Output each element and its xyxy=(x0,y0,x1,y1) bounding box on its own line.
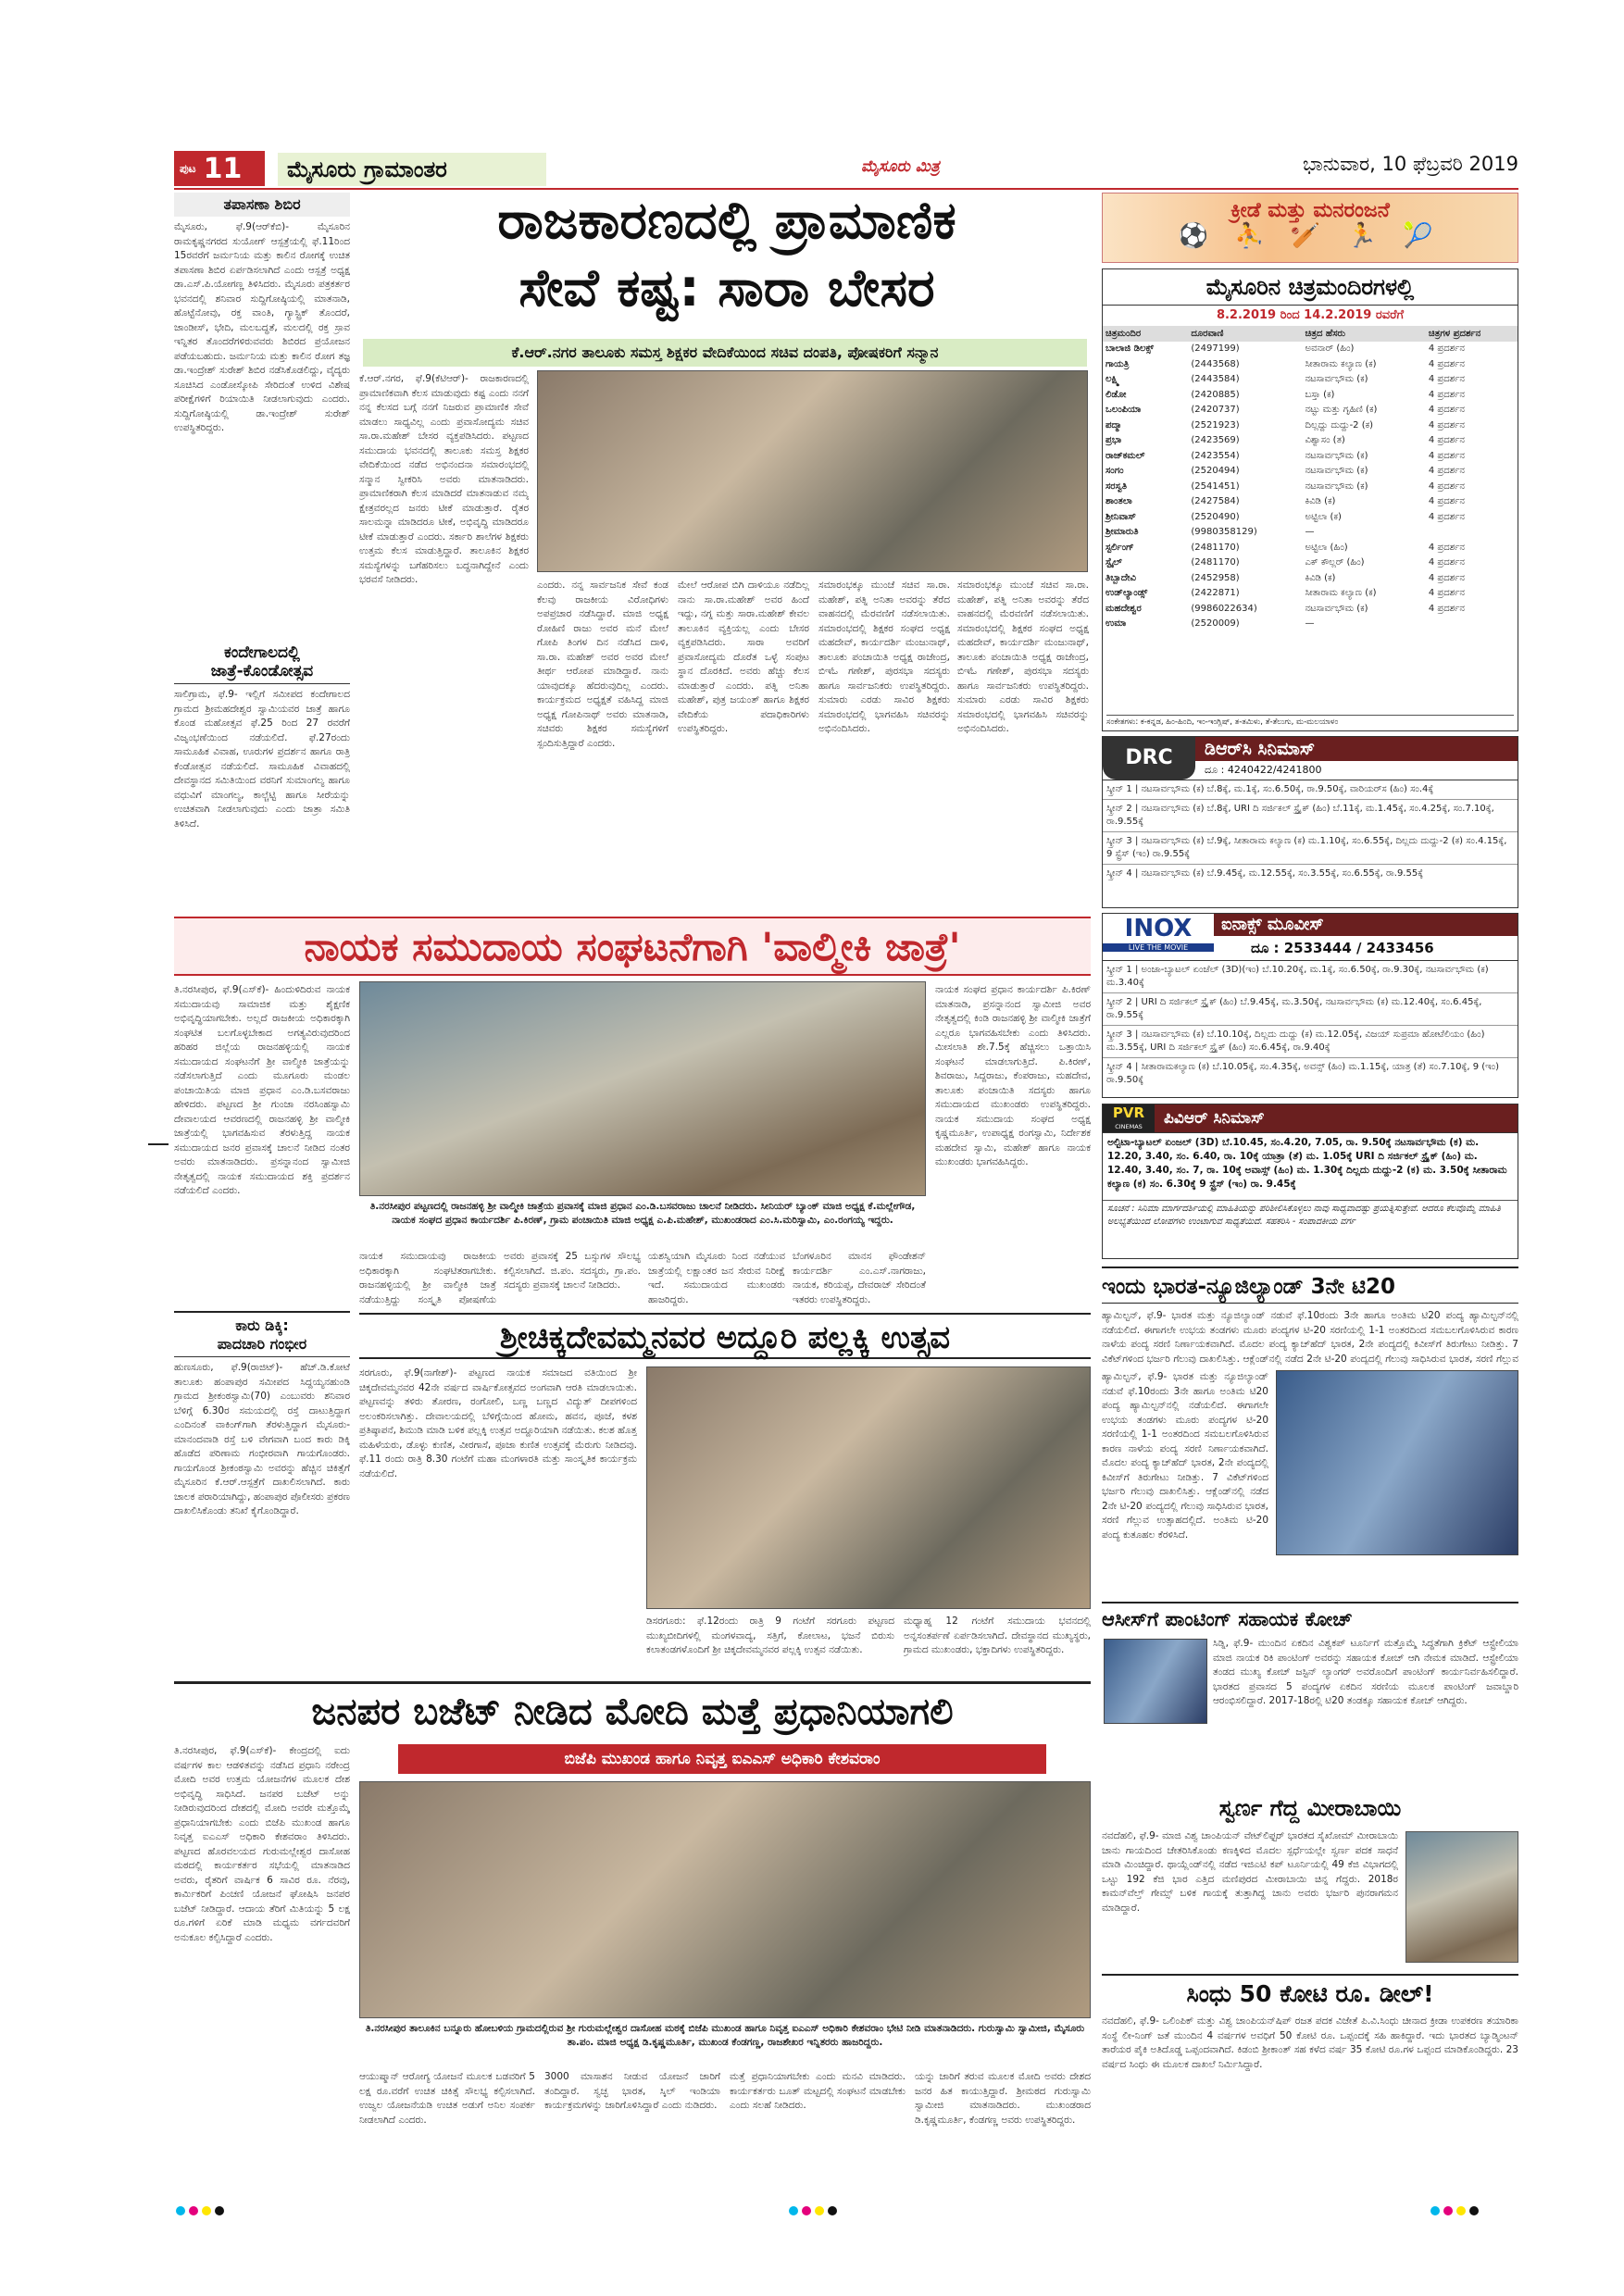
brief-headline: ತಪಾಸಣಾ ಶಿಬಿರ xyxy=(174,193,350,217)
cinema-cell: 4 ಪ್ರದರ್ಶನ xyxy=(1428,572,1465,583)
cinema-cell: (2422871) xyxy=(1191,588,1240,599)
cinema-cell: 4 ಪ್ರದರ್ಶನ xyxy=(1428,358,1465,369)
cinema-cell: 4 ಪ್ರದರ್ಶನ xyxy=(1428,405,1465,416)
t20-body: ಹ್ಯಾಮಿಲ್ಟನ್, ಫೆ.9- ಭಾರತ ಮತ್ತು ನ್ಯೂಜಿಲ್ಯಾಂಡ್ ನಡುವೆ ಫೆ.10ರಂದು 3ನೇ ಹಾಗೂ ಅಂತಿಮ ಟಿ20 ಪಂದ್ಯ ಹ್ಯಾಮಿಲ್ಟನ್‌ನಲ್ಲಿ ನಡೆಯಲಿದೆ. ಈಗಾಗಲೇ ಉಭಯ ತಂಡಗಳು ಮೂರು ಪಂದ್ಯಗಳ ಟಿ-20 ಸರಣಿಯಲ್ಲಿ 1-1 ಅಂತರದಿಂದ ಸಮಬಲಗೊಳಿಸಿರುವ ಕಾರಣ ನಾಳೆಯ ಪಂದ್ಯ ಸರಣಿ ನಿರ್ಣಾಯಕವಾಗಿದೆ. ಮೊದಲ ಪಂದ್ಯ ಕ್ಯಾಚ್‌ಹೆದ್ ಭಾರತ, 2ನೇ ಪಂದ್ಯದಲ್ಲಿ ಕಿವೀಸ್‌ಗೆ ತಿರುಗೇಟು ನೀಡಿತ್ತು. 7 ವಿಕೆಟ್‌ಗಳಿಂದ ಭರ್ಜರಿ ಗೆಲುವು ದಾಖಲಿಸಿತ್ತು. ಆಕ್ಲೆಂಡ್‌ನಲ್ಲಿ ನಡೆದ 2ನೇ ಟಿ-20 ಪಂದ್ಯದಲ್ಲಿ ಗೆಲುವು ಸಾಧಿಸಿರುವ ಭಾರತ, ಸರಣಿ ಗೆಲ್ಲುವ ಉತ್ಸಾಹದಲ್ಲಿದೆ. ಅಂತಿಮ ಟಿ-20 ಪಂದ್ಯ ಕುತೂಹಲ ಕೆರಳಿಸಿದೆ. xyxy=(1102,1371,1268,1541)
cinema-row xyxy=(1103,433,1518,449)
cinema-cell: ಸರಸ್ವತಿ xyxy=(1106,480,1127,492)
sports-banner xyxy=(1102,193,1518,263)
inox-block xyxy=(1102,913,1518,1098)
inox-screen: ಸ್ಕ್ರೀನ್ 3 | ನಟಸಾರ್ವಭೌಮ (ಕ) ಬೆ.10.10ಕ್ಕೆ, ದಿಲ್ಲದು ದುದ್ದು (ಕ) ಮ.12.05ಕ್ಕೆ, ವಿಜಯ್ ಸುಪ್ರಮಾ ಹೋಟೆಲಿಯಂ (ಹಿಂ) ಮ.3.55ಕ್ಕೆ, URI ದಿ ಸರ್ಜಿಕಲ್ ಸ್ಟ್ರೈಕ್ (ಹಿಂ) ಸಂ.6.45ಕ್ಕೆ, ರಾ.9.40ಕ್ಕೆ xyxy=(1103,1026,1518,1058)
t20-body-top: ಹ್ಯಾಮಿಲ್ಟನ್, ಫೆ.9- ಭಾರತ ಮತ್ತು ನ್ಯೂಜಿಲ್ಯಾಂಡ್ ನಡುವೆ ಫೆ.10ರಂದು 3ನೇ ಹಾಗೂ ಅಂತಿಮ ಟಿ20 ಪಂದ್ಯ ಹ್ಯಾಮಿಲ್ಟನ್‌ನಲ್ಲಿ ನಡೆಯಲಿದೆ. ಈಗಾಗಲೇ ಉಭಯ ತಂಡಗಳು ಮೂರು ಪಂದ್ಯಗಳ ಟಿ-20 ಸರಣಿಯಲ್ಲಿ 1-1 ಅಂತರದಿಂದ ಸಮಬಲಗೊಳಿಸಿರುವ ಕಾರಣ ನಾಳೆಯ ಪಂದ್ಯ ಸರಣಿ ನಿರ್ಣಾಯಕವಾಗಿದೆ. ಮೊದಲ ಪಂದ್ಯ ಕ್ಯಾಚ್‌ಹೆದ್ ಭಾರತ, 2ನೇ ಪಂದ್ಯದಲ್ಲಿ ಕಿವೀಸ್‌ಗೆ ತಿರುಗೇಟು ನೀಡಿತ್ತು. 7 ವಿಕೆಟ್‌ಗಳಿಂದ ಭರ್ಜರಿ ಗೆಲುವು ದಾಖಲಿಸಿತ್ತು. ಆಕ್ಲೆಂಡ್‌ನಲ್ಲಿ ನಡೆದ 2ನೇ ಟಿ-20 ಪಂದ್ಯದಲ್ಲಿ ಗೆಲುವು ಸಾಧಿಸಿರುವ ಭಾರತ, ಸರಣಿ ಗೆಲ್ಲುವ xyxy=(1102,1310,1518,1365)
cinema-cell: (2520009) xyxy=(1191,618,1240,630)
lead-col-2: ಎಂದರು. ನನ್ನ ಸಾರ್ವಜನಿಕ ಸೇವೆ ಕಂಡ ಕೆಲವು ರಾಜಕೀಯ ವಿರೋಧಿಗಳು ಅಪಪ್ರಚಾರ ನಡೆಸಿದ್ದಾರೆ. ಮಾಜಿ ಅಧ್ಯಕ್ಷ ರೋಹಿಣಿ ರಾಜು ಅವರ ಮನೆ ಮೇಲೆ ಗೋಪಿ ತಿಂಗಳ ದಿನ ನಡೆಸಿದ ದಾಳಿ, ಸಾ.ರಾ. ಮಹೇಶ್ ಅವರ ಅವರ ಮೇಲೆ ತೀರ್ಥ ಆರೋಪ ಮಾಡಿದ್ದಾರೆ. ನಾನು ಯಾವುದಕ್ಕೂ ಹೆದರುವುದಿಲ್ಲ ಎಂದರು. ಕಾರ್ಯಕ್ರಮದ ಅಧ್ಯಕ್ಷತೆ ವಹಿಸಿದ್ದ ಮಾಜಿ ಅಧ್ಯಕ್ಷ ಗೋಪಿನಾಥ್ ಅವರು ಮಾತನಾಡಿ, ಸಚಿವರು ಶಿಕ್ಷಕರ ಸಮಸ್ಯೆಗಳಿಗೆ ಸ್ಪಂದಿಸುತ್ತಿದ್ದಾರೆ ಎಂದರು. xyxy=(537,580,668,749)
pallakki-right: ಮಧ್ಯಾಹ್ನ 12 ಗಂಟೆಗೆ ಸಮುದಾಯ ಭವನದಲ್ಲಿ ಅನ್ನಸಂತರ್ಪಣೆ ಏರ್ಪಡಿಸಲಾಗಿದೆ. ದೇವಸ್ಥಾನದ ಮುಖ್ಯಸ್ಥರು, ಗ್ರಾಮದ ಮುಖಂಡರು, ಭಕ್ತಾದಿಗಳು ಉಪಸ್ಥಿತರಿದ್ದರು. xyxy=(904,1616,1091,1655)
cinema-header: ದೂರವಾಣಿ xyxy=(1191,328,1224,339)
cinema-cell: ಲಿಡೋ xyxy=(1106,389,1127,400)
ponting-body: ಸಿಡ್ನಿ, ಫೆ.9- ಮುಂದಿನ ಏಕದಿನ ವಿಶ್ವಕಪ್ ಟೂರ್ನಿಗೆ ಮತ್ತೊಮ್ಮೆ ಸಿದ್ಧತೆಗಾಗಿ ಕ್ರಿಕೆಟ್ ಆಸ್ಟ್ರೇಲಿಯಾ ಮಾಜಿ ನಾಯಕ ರಿಕಿ ಪಾಂಟಿಂಗ್ ಅವರನ್ನು ಸಹಾಯಕ ಕೋಚ್ ಆಗಿ ನೇಮಕ ಮಾಡಿದೆ. ಆಸ್ಟ್ರೇಲಿಯಾ ತಂಡದ ಮುಖ್ಯ ಕೋಚ್ ಜಸ್ಟಿನ್ ಲ್ಯಾಂಗರ್ ಅವರೊಂದಿಗೆ ಪಾಂಟಿಂಗ್ ಕಾರ್ಯನಿರ್ವಹಿಸಲಿದ್ದಾರೆ. ಭಾರತದ ಪ್ರವಾಸದ 5 ಪಂದ್ಯಗಳ ಏಕದಿನ ಸರಣಿಯ ಮೂಲಕ ಪಾಂಟಿಂಗ್ ಜವಾಬ್ದಾರಿ ಆರಂಭಿಸಲಿದ್ದಾರೆ. 2017-18ರಲ್ಲಿ ಟಿ20 ತಂಡಕ್ಕೂ ಸಹಾಯಕ ಕೋಚ್ ಆಗಿದ್ದರು. xyxy=(1213,1638,1518,1706)
mirabai-body: ನವದೆಹಲಿ, ಫೆ.9- ಮಾಜಿ ವಿಶ್ವ ಚಾಂಪಿಯನ್ ವೇಟ್‌ಲಿಫ್ಟರ್ ಭಾರತದ ಸೈಖೋಮ್ ಮೀರಾಬಾಯಿ ಚಾನು ಗಾಯದಿಂದ ಚೇತರಿಸಿಕೊಂಡು ಕಣಕ್ಕಿಳಿದ ಮೊದಲ ಸ್ಪರ್ಧೆಯಲ್ಲೇ ಸ್ವರ್ಣ ಪದಕ ಸಾಧನೆ ಮಾಡಿ ಮಿಂಚಿದ್ದಾರೆ. ಥಾಯ್ಲೆಂಡ್‌ನಲ್ಲಿ ನಡೆದ ಇಜಿಎಟಿ ಕಪ್ ಟೂರ್ನಿಯಲ್ಲಿ 49 ಕೆಜಿ ವಿಭಾಗದಲ್ಲಿ ಒಟ್ಟು 192 ಕೆಜಿ ಭಾರ ಎತ್ತಿದ ಮಣಿಪುರದ ಮೀರಾಬಾಯಿ ಚಿನ್ನ ಗೆದ್ದರು. 2018ರ ಕಾಮನ್‌ವೆಲ್ತ್ ಗೇಮ್ಸ್ ಬಳಿಕ ಗಾಯಕ್ಕೆ ತುತ್ತಾಗಿದ್ದ ಚಾನು ಅವರು ಭರ್ಜರಿ ಪುನರಾಗಮನ ಮಾಡಿದ್ದಾರೆ. xyxy=(1102,1830,1398,1914)
cinema-row xyxy=(1103,387,1518,403)
car-story xyxy=(174,1311,350,1674)
lead-col-4: ಸಮಾರಂಭಕ್ಕೂ ಮುಂಚೆ ಸಚಿವ ಸಾ.ರಾ. ಮಹೇಶ್, ಪತ್ನಿ ಅನಿತಾ ಅವರನ್ನು ತೆರೆದ ವಾಹನದಲ್ಲಿ ಮೆರವಣಿಗೆ ನಡೆಸಲಾಯಿತು. ಸಮಾರಂಭದಲ್ಲಿ ಶಿಕ್ಷಕರ ಸಂಘದ ಅಧ್ಯಕ್ಷ ಮಹದೇವ್, ಕಾರ್ಯದರ್ಶಿ ಮಂಜುನಾಥ್, ತಾಲೂಕು ಪಂಚಾಯಿತಿ ಅಧ್ಯಕ್ಷ ರಾಜೇಂದ್ರ, ಬಿಇಓ ಗಣೇಶ್, ಪುರಸಭಾ ಸದಸ್ಯರು ಹಾಗೂ ಸಾರ್ವಜನಿಕರು ಉಪಸ್ಥಿತರಿದ್ದರು. ಸುಮಾರು ಎರಡು ಸಾವಿರ ಶಿಕ್ಷಕರು ಸಮಾರಂಭದಲ್ಲಿ ಭಾಗವಹಿಸಿ ಸಚಿವರನ್ನು ಅಭಿನಂದಿಸಿದರು. xyxy=(818,580,950,734)
pvr-schedule: ಅಲ್ಟಿಟಾ-ಬ್ಯಾಟಲ್ ಏಂಜಲ್ (3D) ಬೆ.10.45, ಸಂ.4.20, 7.05, ರಾ. 9.50ಕ್ಕೆ ನಟಸಾರ್ವಭೌಮ (ಕ) ಮ. 12.20, 3.40, ಸಂ. 6.40, ರಾ. 10ಕ್ಕೆ ಯಾತ್ರಾ (ತೆ) ಮ. 1.05ಕ್ಕೆ URI ದಿ ಸರ್ಜಿಕಲ್ ಸ್ಟ್ರೈಕ್ (ಹಿಂ) ಮ. 12.40, 3.40, ಸಂ. 7, ರಾ. 10ಕ್ಕೆ ಅವಾಸ್ಸ್ (ಹಿಂ) ಮ. 1.30ಕ್ಕೆ ದಿಲ್ಲದು ದುದ್ದು-2 (ಕ) ಮ. 3.50ಕ್ಕೆ ಸೀತಾರಾಮ ಕಲ್ಯಾಣ (ಕ) ಸಂ. 6.30ಕ್ಕೆ 9 ಸ್ಟ್ರೆಸ್ (ಇಂ) ರಾ. 9.45ಕ್ಕೆ xyxy=(1107,1137,1507,1190)
budget-headline: ಜನಪರ ಬಜೆಟ್ ನೀಡಿದ ಮೋದಿ ಮತ್ತೆ ಪ್ರಧಾನಿಯಾಗಲಿ xyxy=(174,1681,1091,1737)
drc-phone: ದೂ : 4240422/4241800 xyxy=(1195,761,1518,780)
cinema-cell: ಸಂಗಂ xyxy=(1106,466,1124,477)
inox-phone: ದೂ : 2533444 / 2433456 xyxy=(1251,940,1434,956)
pallakki-body: ಸರಗೂರು, ಫೆ.9(ನಾಗೇಶ್)- ಪಟ್ಟಣದ ನಾಯಕ ಸಮಾಜದ ವತಿಯಿಂದ ಶ್ರೀ ಚಿಕ್ಕದೇವಮ್ಮನವರ 42ನೇ ವರ್ಷದ ವಾರ್ಷಿಕೋತ್ಸವದ ಅಂಗವಾಗಿ ಆರತಿ ಮಾಡಲಾಯಿತು. ಪಟ್ಟಣವನ್ನು ತಳಿರು ತೋರಣ, ರಂಗೋಲಿ, ಬಣ್ಣ ಬಣ್ಣದ ವಿದ್ಯುತ್ ದೀಪಗಳಿಂದ ಅಲಂಕರಿಸಲಾಗಿತ್ತು. ದೇವಾಲಯದಲ್ಲಿ ಬೆಳಿಗ್ಗೆಯಿಂದ ಹೋಮ, ಹವನ, ಪೂಜೆ, ಕಳಶ ಪ್ರತಿಷ್ಠಾಪನೆ, ಶಿಮುಡಿ ಮಾಡಿ ಬಳಿಕ ಪಲ್ಲಕ್ಕಿ ಉತ್ಸವ ಅದ್ದೂರಿಯಾಗಿ ನಡೆಯಿತು. ಕಲಶ ಹೊತ್ತ ಮಹಿಳೆಯರು, ಡೊಳ್ಳು ಕುಣಿತ, ವೀರಗಾಸೆ, ಪೂಜಾ ಕುಣಿತ ಉತ್ಸವಕ್ಕೆ ಮೆರುಗು ನೀಡಿದವು. ಫೆ.11 ರಂದು ರಾತ್ರಿ 8.30 ಗಂಟೆಗೆ ಮಹಾ ಮಂಗಳಾರತಿ ಮತ್ತು ಸಾಂಸ್ಕೃತಿಕ ಕಾರ್ಯಕ್ರಮ ನಡೆಯಲಿದೆ. xyxy=(359,1367,637,1479)
cinema-cell: ಗಾಯತ್ರಿ xyxy=(1106,358,1130,369)
inox-screen: ಸ್ಕ್ರೀನ್ 1 | ಅಂಜಾ-ಬ್ಯಾಟಲ್ ಏಂಜೆಲ್ (3D)(ಇಂ) ಬೆ.10.20ಕ್ಕೆ, ಮ.1ಕ್ಕೆ, ಸಂ.6.50ಕ್ಕೆ, ರಾ.9.30ಕ್ಕೆ, ನಟಸಾರ್ವಭೌಮ (ಕ) ಮ.3.40ಕ್ಕೆ xyxy=(1103,961,1518,993)
cinema-cell: 4 ಪ್ರದರ್ಶನ xyxy=(1428,450,1465,461)
cinema-cell: (2520494) xyxy=(1191,466,1240,477)
inox-logo: INOX LIVE THE MOVIE xyxy=(1103,914,1214,960)
ponting-photo xyxy=(1104,1639,1207,1724)
lead-photo xyxy=(537,370,1088,572)
cinema-cell: (2481170) xyxy=(1191,557,1240,568)
cinema-cell: ಬಾಲಾಜಿ ಡಿಲಕ್ಸ್ xyxy=(1106,343,1155,355)
brief-headline: ಕಂದೇಗಾಲದಲ್ಲಿ xyxy=(224,643,300,662)
margin-mark xyxy=(148,1143,169,1145)
cinema-cell: (2541451) xyxy=(1191,480,1240,492)
cinema-cell: (2420737) xyxy=(1191,405,1240,416)
ponting-headline: ಆಸೀಸ್‌ಗೆ ಪಾಂಟಿಂಗ್ ಸಹಾಯಕ ಕೋಚ್ xyxy=(1102,1602,1518,1633)
cinema-header: ಚಿತ್ರಗಳ ಪ್ರದರ್ಶನ xyxy=(1428,328,1481,339)
cinema-cell: ಶ್ರೀಮಾರುತಿ xyxy=(1106,527,1139,538)
cinema-cell: 4 ಪ್ರದರ್ಶನ xyxy=(1428,343,1465,355)
cinema-cell: ಉಡ್‌ಲ್ಯಾಂಡ್ಸ್ xyxy=(1106,588,1148,599)
section-title: ಮೈಸೂರು ಗ್ರಾಮಾಂತರ xyxy=(278,153,546,186)
inox-screen: ಸ್ಕ್ರೀನ್ 4 | ಸೀತಾರಾಮಕಲ್ಯಾಣ (ಕ) ಬೆ.10.05ಕ್ಕೆ, ಸಂ.4.35ಕ್ಕೆ, ಅವನ್ಸ್ (ಹಿಂ) ಮ.1.15ಕ್ಕೆ, ಯಾತ್ರ (ತೆ) ಸಂ.7.10ಕ್ಕೆ, 9 (ಇಂ) ರಾ.9.50ಕ್ಕೆ xyxy=(1106,1062,1500,1085)
cinema-cell: ಒಲಂಪಿಯಾ xyxy=(1106,405,1142,416)
cinema-listing xyxy=(1102,268,1518,731)
budget-photo xyxy=(359,1781,1091,2018)
cinema-cell: (2520490) xyxy=(1191,511,1240,522)
page-label: ಪುಟ xyxy=(180,161,196,175)
cinema-cell: ನಟಸಾರ್ವಭೌಮ (ಕ) xyxy=(1305,374,1368,385)
cinema-cell: (2420885) xyxy=(1191,389,1240,400)
cinema-cell: 4 ಪ್ರದರ್ಶನ xyxy=(1428,588,1465,599)
cinema-cell: ಪದ್ಮಾ xyxy=(1106,419,1122,430)
page-number-box xyxy=(174,151,265,186)
sindhu-headline: ಸಿಂಧು 50 ಕೋಟಿ ರೂ. ಡೀಲ್! xyxy=(1102,1974,1518,2011)
lead-col-5: ಸಮಾರಂಭಕ್ಕೂ ಮುಂಚೆ ಸಚಿವ ಸಾ.ರಾ. ಮಹೇಶ್, ಪತ್ನಿ ಅನಿತಾ ಅವರನ್ನು ತೆರೆದ ವಾಹನದಲ್ಲಿ ಮೆರವಣಿಗೆ ನಡೆಸಲಾಯಿತು. ಸಮಾರಂಭದಲ್ಲಿ ಶಿಕ್ಷಕರ ಸಂಘದ ಅಧ್ಯಕ್ಷ ಮಹದೇವ್, ಕಾರ್ಯದರ್ಶಿ ಮಂಜುನಾಥ್, ತಾಲೂಕು ಪಂಚಾಯಿತಿ ಅಧ್ಯಕ್ಷ ರಾಜೇಂದ್ರ, ಬಿಇಓ ಗಣೇಶ್, ಪುರಸಭಾ ಸದಸ್ಯರು ಹಾಗೂ ಸಾರ್ವಜನಿಕರು ಉಪಸ್ಥಿತರಿದ್ದರು. ಸುಮಾರು ಎರಡು ಸಾವಿರ ಶಿಕ್ಷಕರು ಸಮಾರಂಭದಲ್ಲಿ ಭಾಗವಹಿಸಿ ಸಚಿವರನ್ನು ಅಭಿನಂದಿಸಿದರು. xyxy=(957,580,1089,734)
cinema-legend: ಸಂಕೇತಗಳು: ಕ-ಕನ್ನಡ, ಹಿಂ-ಹಿಂದಿ, ಇಂ-ಇಂಗ್ಲಿಷ್, ತ-ತಮಿಳು, ತೆ-ತೆಲುಗು, ಮ-ಮಲಯಾಳಂ xyxy=(1106,715,1514,727)
cinema-row xyxy=(1103,372,1518,388)
drc-block xyxy=(1102,736,1518,908)
cinema-cell: ನಟಸಾರ್ವಭೌಮ (ಕ) xyxy=(1305,450,1368,461)
budget-left: ತಿ.ನರಸೀಪುರ, ಫೆ.9(ಎಸ್‌ಕೆ)- ಕೇಂದ್ರದಲ್ಲಿ ಐದು ವರ್ಷಗಳ ಕಾಲ ಆಡಳಿತವನ್ನು ನಡೆಸಿದ ಪ್ರಧಾನಿ ನರೇಂದ್ರ ಮೋದಿ ಅವರ ಉತ್ತಮ ಯೋಜನೆಗಳ ಮೂಲಕ ದೇಶ ಅಭಿವೃದ್ಧಿ ಸಾಧಿಸಿದೆ. ಜನಪರ ಬಜೆಟ್ ಅನ್ನು ನೀಡಿರುವುದರಿಂದ ದೇಶದಲ್ಲಿ ಮೋದಿ ಅವರೇ ಮತ್ತೊಮ್ಮೆ ಪ್ರಧಾನಿಯಾಗಬೇಕು ಎಂದು ಬಿಜೆಪಿ ಮುಖಂಡ ಹಾಗೂ ನಿವೃತ್ತ ಐಎಎಸ್ ಅಧಿಕಾರಿ ಕೇಶವರಾಂ ತಿಳಿಸಿದರು. ಪಟ್ಟಣದ ಹೊರವಲಯದ ಗುರುಮಲ್ಲೇಶ್ವರ ದಾಸೋಹ ಮಠದಲ್ಲಿ ಕಾರ್ಯಕರ್ತರ ಸಭೆಯಲ್ಲಿ ಮಾತನಾಡಿದ ಅವರು, ರೈತರಿಗೆ ವಾರ್ಷಿಕ 6 ಸಾವಿರ ರೂ. ನೆರವು, ಕಾರ್ಮಿಕರಿಗೆ ಪಿಂಚಣಿ ಯೋಜನೆ ಘೋಷಿಸಿ ಜನಪರ ಬಜೆಟ್ ನೀಡಿದ್ದಾರೆ. ಆದಾಯ ತೆರಿಗೆ ಮಿತಿಯನ್ನು 5 ಲಕ್ಷ ರೂ.ಗಳಿಗೆ ಏರಿಕೆ ಮಾಡಿ ಮಧ್ಯಮ ವರ್ಗದವರಿಗೆ ಅನುಕೂಲ ಕಲ್ಪಿಸಿದ್ದಾರೆ ಎಂದರು. xyxy=(174,1745,350,1943)
pallakki-headline: ಶ್ರೀಚಿಕ್ಕದೇವಮ್ಮನವರ ಅದ್ದೂರಿ ಪಲ್ಲಕ್ಕಿ ಉತ್ಸವ xyxy=(359,1313,1091,1359)
cinema-cell: 4 ಪ್ರದರ್ಶನ xyxy=(1428,419,1465,430)
budget-col-1: ಆಯುಷ್ಮಾನ್ ಆರೋಗ್ಯ ಯೋಜನೆ ಮೂಲಕ ಬಡವರಿಗೆ 5 ಲಕ್ಷ ರೂ.ವರೆಗೆ ಉಚಿತ ಚಿಕಿತ್ಸೆ ಸೌಲಭ್ಯ ಕಲ್ಪಿಸಲಾಗಿದೆ. ಉಜ್ವಲ ಯೋಜನೆಯಡಿ ಉಚಿತ ಅಡುಗೆ ಅನಿಲ ಸಂಪರ್ಕ ನೀಡಲಾಗಿದೆ ಎಂದರು. xyxy=(359,2071,535,2126)
cinema-row xyxy=(1103,403,1518,418)
cinema-cell: ತಿಬ್ಬಾದೇವಿ xyxy=(1106,572,1136,583)
cinema-row xyxy=(1103,601,1518,617)
budget-col-5: ಯನ್ನು ಜಾರಿಗೆ ತರುವ ಮೂಲಕ ಮೋದಿ ಅವರು ದೇಶದ ಜನರ ಹಿತ ಕಾಯುತ್ತಿದ್ದಾರೆ. ಶ್ರೀಮಠದ ಗುರುಸ್ವಾಮಿ ಸ್ವಾಮೀಜಿ ಮಾತನಾಡಿದರು. ಮುಖಂಡರಾದ ಡಿ.ಕೃಷ್ಣಮೂರ್ತಿ, ಕೆಂಡಗಣ್ಣ ಅವರು ಉಪಸ್ಥಿತರಿದ್ದರು. xyxy=(915,2071,1091,2126)
valmiki-bottom-1: ನಾಯಕ ಸಮುದಾಯವು ರಾಜಕೀಯ ಅಧಿಕಾರಕ್ಕಾಗಿ ಸಂಘಟಿತರಾಗಬೇಕು. ರಾಜನಹಳ್ಳಿಯಲ್ಲಿ ಶ್ರೀ ವಾಲ್ಮೀಕಿ ಜಾತ್ರೆ ನಡೆಯುತ್ತಿದ್ದು ಸಂಸ್ಕೃತಿ ಪೋಷಣೆಯ xyxy=(359,1251,496,1305)
valmiki-caption: ತಿ.ನರಸೀಪುರ ಪಟ್ಟಣದಲ್ಲಿ ರಾಜನಹಳ್ಳಿ ಶ್ರೀ ವಾಲ್ಮೀಕಿ ಜಾತ್ರೆಯ ಪ್ರವಾಸಕ್ಕೆ ಮಾಜಿ ಪ್ರಧಾನ ಎಂ.ಡಿ.ಬಸವರಾಜು ಚಾಲನೆ ನೀಡಿದರು. ಸೀನಿಯರ್ ಬ್ಯಾಂಕ್ ಮಾಜಿ ಅಧ್ಯಕ್ಷ ಕೆ.ಮಲ್ಲೇಗೌಡ, ನಾಯಕ ಸಂಘದ ಪ್ರಧಾನ ಕಾರ್ಯದರ್ಶಿ ಪಿ.ಕಿರಣ್, ಗ್ರಾಮ ಪಂಚಾಯಿತಿ ಮಾಜಿ ಅಧ್ಯಕ್ಷ ಎ.ಪಿ.ಮಹೇಶ್, ಮುಖಂಡರಾದ ಎಂ.ಸಿ.ಮರಿಸ್ವಾಮಿ, ಎಂ.ರಂಗಯ್ಯ ಇದ್ದರು. xyxy=(369,1201,916,1226)
cinema-cell: — xyxy=(1305,618,1315,630)
brief-headline: ಜಾತ್ರೆ-ಕೊಂಡೋತ್ಸವ xyxy=(174,662,350,684)
left-brief-2 xyxy=(174,643,350,921)
drc-screen: ಸ್ಕ್ರೀನ್ 2 | ನಟಸಾರ್ವಭೌಮ (ಕ) ಬೆ.8ಕ್ಕೆ, URI ದಿ ಸರ್ಜಿಕಲ್ ಸ್ಟ್ರೈಕ್ (ಹಿಂ) ಬೆ.11ಕ್ಕೆ, ಮ.1.45ಕ್ಕೆ, ಸಂ.4.25ಕ್ಕೆ, ಸಂ.7.10ಕ್ಕೆ, ರಾ.9.55ಕ್ಕೆ xyxy=(1103,800,1518,832)
valmiki-headline: ನಾಯಕ ಸಮುದಾಯ ಸಂಘಟನೆಗಾಗಿ 'ವಾಲ್ಮೀಕಿ ಜಾತ್ರೆ' xyxy=(174,917,1091,976)
sports-figures-icon: ⚽ ⛹ 🏏 🏃 🎾 xyxy=(1178,222,1443,250)
cinema-cell: ಎಕ್ ಕೌಲ್ಲರ್ (ಹಿಂ) xyxy=(1305,557,1365,568)
cinema-cell: 4 ಪ್ರದರ್ಶನ xyxy=(1428,496,1465,507)
cinema-cell: ಸೀತಾರಾಮ ಕಲ್ಯಾಣ (ಕ) xyxy=(1305,358,1377,369)
cinema-row xyxy=(1103,540,1518,555)
valmiki-right: ನಾಯಕ ಸಂಘದ ಪ್ರಧಾನ ಕಾರ್ಯದರ್ಶಿ ಪಿ.ಕಿರಣ್ ಮಾತನಾಡಿ, ಪ್ರಸನ್ನಾನಂದ ಸ್ವಾಮೀಜಿ ಅವರ ನೇತೃತ್ವದಲ್ಲಿ ಕಿಂಡಿ ರಾಜನಹಳ್ಳಿ ಶ್ರೀ ವಾಲ್ಮೀಕಿ ಜಾತ್ರೆಗೆ ಎಲ್ಲರೂ ಭಾಗವಹಿಸಬೇಕು ಎಂದು ತಿಳಿಸಿದರು. ಮೀಸಲಾತಿ ಶೇ.7.5ಕ್ಕೆ ಹೆಚ್ಚಿಸಲು ಒತ್ತಾಯಿಸಿ ಸಂಘಟನೆ ಮಾಡಲಾಗುತ್ತಿದೆ. ಪಿ.ಕಿರಣ್, ಶಿವರಾಜು, ಸಿದ್ದರಾಜು, ಕೆಂಪರಾಜು, ಮಹದೇವ, ತಾಲೂಕು ಪಂಚಾಯಿತಿ ಸದಸ್ಯರು ಹಾಗೂ ಸಮುದಾಯದ ಮುಖಂಡರು ಉಪಸ್ಥಿತರಿದ್ದರು. ನಾಯಕ ಸಮುದಾಯ ಸಂಘದ ಅಧ್ಯಕ್ಷ ಕೃಷ್ಣಮೂರ್ತಿ, ಉಪಾಧ್ಯಕ್ಷ ರಂಗಸ್ವಾಮಿ, ನಿರ್ದೇಶಕ ಮಹದೇವ ಸ್ವಾಮಿ, ಮಹೇಶ್ ಹಾಗೂ ನಾಯಕ ಮುಖಂಡರು ಭಾಗವಹಿಸಿದ್ದರು. xyxy=(935,984,1091,1167)
cinema-cell: ಸೀತಾರಾಮ ಕಲ್ಯಾಣ (ಕ) xyxy=(1305,588,1377,599)
cinema-cell: (2443584) xyxy=(1191,374,1240,385)
cinema-cell: ವಿಶ್ವಾಸಂ (ತ) xyxy=(1305,435,1345,446)
cinema-cell xyxy=(1426,617,1518,632)
drc-screen: ಸ್ಕ್ರೀನ್ 1 | ನಟಸಾರ್ವಭೌಮ (ಕ) ಬೆ.8ಕ್ಕೆ, ಮ.1ಕ್ಕೆ, ಸಂ.6.50ಕ್ಕೆ, ರಾ.9.50ಕ್ಕೆ, ವಾರಿಯರ್‌ಸ (ಹಿಂ) ಸಂ.4ಕ್ಕೆ xyxy=(1103,780,1518,800)
valmiki-bottom-3: ಯಶಸ್ವಿಯಾಗಿ ಮೈಸೂರು ನಿಂದ ನಡೆಯುವ ಜಾತ್ರೆಯಲ್ಲಿ ಲಕ್ಷಾಂತರ ಜನ ಸೇರುವ ನಿರೀಕ್ಷೆ ಇದೆ. ಸಮುದಾಯದ ಮುಖಂಡರು ಹಾಜರಿದ್ದರು. xyxy=(648,1251,785,1305)
cinema-row xyxy=(1103,464,1518,480)
cinema-cell: (2443568) xyxy=(1191,358,1240,369)
cinema-cell: (2452958) xyxy=(1191,572,1240,583)
lead-subhead: ಕೆ.ಆರ್.ನಗರ ತಾಲೂಕು ಸಮಸ್ತ ಶಿಕ್ಷಕರ ವೇದಿಕೆಯಿಂದ ಸಚಿವ ದಂಪತಿ, ಪೋಷಕರಿಗೆ ಸನ್ಮಾನ xyxy=(363,339,1087,367)
color-registration-marks xyxy=(789,2202,881,2215)
left-brief-1 xyxy=(174,193,350,642)
cinema-cell: 4 ಪ್ರದರ್ಶನ xyxy=(1428,435,1465,446)
valmiki-left: ತಿ.ನರಸೀಪುರ, ಫೆ.9(ಎಸ್‌ಕೆ)- ಹಿಂದುಳಿದಿರುವ ನಾಯಕ ಸಮುದಾಯವು ಸಾಮಾಜಿಕ ಮತ್ತು ಶೈಕ್ಷಣಿಕ ಅಭಿವೃದ್ಧಿಯಾಗಬೇಕು. ಅಲ್ಲದೆ ರಾಜಕೀಯ ಅಧಿಕಾರಕ್ಕಾಗಿ ಸಂಘಟಿತ ಬಲಗೊಳ್ಳಬೇಕಾದ ಅಗತ್ಯವಿರುವುದರಿಂದ ಹರಿಹರ ಜಿಲ್ಲೆಯ ರಾಜನಹಳ್ಳಿಯಲ್ಲಿ ನಾಯಕ ಸಮುದಾಯದ ಸಂಘಟನೆಗೆ ಶ್ರೀ ವಾಲ್ಮೀಕಿ ಜಾತ್ರೆಯನ್ನು ನಡೆಸಲಾಗುತ್ತಿದೆ ಎಂದು ಮೂಗೂರು ಮಂಡಲ ಪಂಚಾಯಿತಿಯ ಮಾಜಿ ಪ್ರಧಾನ ಎಂ.ಡಿ.ಬಸವರಾಜು ಹೇಳಿದರು. ಪಟ್ಟಣದ ಶ್ರೀ ಗುಂಜಾ ನರಸಿಂಹಸ್ವಾಮಿ ದೇವಾಲಯದ ಆವರಣದಲ್ಲಿ ರಾಜನಹಳ್ಳಿ ಶ್ರೀ ವಾಲ್ಮೀಕಿ ಜಾತ್ರೆಯಲ್ಲಿ ಭಾಗವಹಿಸುವ ತೆರಳುತ್ತಿದ್ದ ನಾಯಕ ಸಮುದಾಯದ ಜನರ ಪ್ರವಾಸಕ್ಕೆ ಚಾಲನೆ ನೀಡಿದ ನಂತರ ಅವರು ಮಾತನಾಡಿದರು. ಪ್ರಸನ್ನಾನಂದ ಸ್ವಾಮೀಜಿ ನೇತೃತ್ವದಲ್ಲಿ ನಾಯಕ ಸಮುದಾಯದ ಶಕ್ತಿ ಪ್ರದರ್ಶನ ನಡೆಯಲಿದೆ ಎಂದರು. xyxy=(174,984,350,1196)
cinema-cell: ನಟಸಾರ್ವಭೌಮ (ಕ) xyxy=(1305,603,1368,614)
drc-screen: ಸ್ಕ್ರೀನ್ 3 | ನಟಸಾರ್ವಭೌಮ (ಕ) ಬೆ.9ಕ್ಕೆ, ಸೀತಾರಾಮ ಕಲ್ಯಾಣ (ಕ) ಮ.1.10ಕ್ಕೆ, ಸಂ.6.55ಕ್ಕೆ, ದಿಲ್ಲದು ದುದ್ದು-2 (ಕ) ಸಂ.4.15ಕ್ಕೆ, 9 ಸ್ಟ್ರೆಸ್ (ಇಂ) ರಾ.9.55ಕ್ಕೆ xyxy=(1103,832,1518,865)
cinema-cell: ಮಹದೇಶ್ವರ xyxy=(1106,603,1142,614)
valmiki-bottom-2: ಅವರು ಪ್ರವಾಸಕ್ಕೆ 25 ಬಸ್ಸುಗಳ ಸೌಲಭ್ಯ ಕಲ್ಪಿಸಲಾಗಿದೆ. ಜಿ.ಪಂ. ಸದಸ್ಯರು, ಗ್ರಾ.ಪಂ. ಸದಸ್ಯರು ಪ್ರವಾಸಕ್ಕೆ ಚಾಲನೆ ನೀಡಿದರು. xyxy=(504,1251,641,1291)
cinema-row xyxy=(1103,555,1518,571)
cinema-row xyxy=(1103,617,1518,632)
cinema-cell: 4 ಪ್ರದರ್ಶನ xyxy=(1428,480,1465,492)
cinema-header: ಚಿತ್ರಮಂದಿರ xyxy=(1106,328,1142,339)
cinema-cell: ಅಟ್ಟಿಲಾ (ಹಿಂ) xyxy=(1305,542,1348,553)
cinema-cell: 4 ಪ್ರದರ್ಶನ xyxy=(1428,466,1465,477)
cinema-cell: ದಿಲ್ಲದ್ದು ದುದ್ದು-2 (ಕ) xyxy=(1305,419,1374,430)
cinema-row xyxy=(1103,342,1518,357)
cinema-cell xyxy=(1426,525,1518,541)
drc-logo: DRC xyxy=(1103,737,1195,780)
cinema-cell: ಲಕ್ಷ್ಮಿ xyxy=(1106,374,1119,385)
cinema-cell: — xyxy=(1305,527,1315,538)
cinema-row xyxy=(1103,509,1518,525)
cinema-cell: ಬಸ್ತಾ (ಕ) xyxy=(1305,389,1335,400)
cinema-cell: ಶ್ರೀನಿವಾಸ್ xyxy=(1106,511,1136,522)
t20-headline: ಇಂದು ಭಾರತ-ನ್ಯೂಜಿಲ್ಯಾಂಡ್ 3ನೇ ಟಿ20 xyxy=(1102,1267,1518,1304)
pvr-note: ಸೂಚನೆ : ಸಿನಿಮಾ ಮಾರ್ಗದರ್ಶಿಯಲ್ಲಿ ಮಾಹಿತಿಯನ್ನು ಪರಿಶೀಲಿಸಿಕೊಳ್ಳಲು ನಾವು ಸಾಧ್ಯವಾದಷ್ಟು ಪ್ರಯತ್ನಿಸುತ್ತೇವೆ. ಆದರೂ ಕೆಲವೊಮ್ಮೆ ಮಾಹಿತಿ ಅಲಭ್ಯತೆಯಿಂದ ಲೋಪಗಳು ಉಂಟಾಗುವ ಸಾಧ್ಯತೆಯಿದೆ. ಸಹಕರಿಸಿ - ಸಂಪಾದಕೀಯ ವರ್ಗ xyxy=(1103,1200,1518,1256)
inox-title: ಐನಾಕ್ಸ್ ಮೂವೀಸ್ xyxy=(1214,914,1518,936)
car-headline: ಪಾದಚಾರಿ ಗಂಭೀರ xyxy=(174,1335,350,1357)
cinema-dates: 8.2.2019 ರಿಂದ 14.2.2019 ರವರೆಗೆ xyxy=(1216,308,1405,322)
car-headline: ಕಾರು ಡಿಕ್ಕಿ: xyxy=(235,1316,289,1334)
pvr-logo: PVR CINEMAS xyxy=(1103,1104,1155,1132)
cinema-cell: ಶಾಂತಲಾ xyxy=(1106,496,1132,507)
cinema-cell: (2521923) xyxy=(1191,419,1240,430)
cinema-row xyxy=(1103,586,1518,602)
cinema-cell: ನಟಸಾರ್ವಭೌಮ (ಕ) xyxy=(1305,480,1368,492)
header-date: ಭಾನುವಾರ, 10 ಫೆಬ್ರವರಿ 2019 xyxy=(1303,153,1518,175)
cinema-cell: ಸ್ಟರ್ಲಿಂಗ್ xyxy=(1106,542,1134,553)
budget-col-3: ಮತ್ತೆ ಪ್ರಧಾನಿಯಾಗಬೇಕು ಎಂದು ಮನವಿ ಮಾಡಿದರು. ಕಾರ್ಯಕರ್ತರು ಬೂತ್ ಮಟ್ಟದಲ್ಲಿ ಸಂಘಟನೆ ಮಾಡಬೇಕು ಎಂದು ಸಲಹೆ ನೀಡಿದರು. xyxy=(730,2071,906,2111)
budget-subhead: ಬಿಜೆಪಿ ಮುಖಂಡ ಹಾಗೂ ನಿವೃತ್ತ ಐಎಎಸ್ ಅಧಿಕಾರಿ ಕೇಶವರಾಂ xyxy=(398,1744,1046,1774)
sports-banner-title: ಕ್ರೀಡೆ ಮತ್ತು ಮನರಂಜನೆ xyxy=(1230,199,1390,222)
cinema-cell: 4 ಪ್ರದರ್ಶನ xyxy=(1428,542,1465,553)
cinema-cell: (2497199) xyxy=(1191,343,1240,355)
cinema-cell: ಉಮಾ xyxy=(1106,618,1127,630)
inox-screen: ಸ್ಕ್ರೀನ್ 2 | URI ದಿ ಸರ್ಜಿಕಲ್ ಸ್ಟ್ರೈಕ್ (ಹಿಂ) ಬೆ.9.45ಕ್ಕೆ, ಮ.3.50ಕ್ಕೆ, ನಟಸಾರ್ವಭೌಮ (ಕ) ಮ.12.40ಕ್ಕೆ, ಸಂ.6.45ಕ್ಕೆ, ರಾ.9.55ಕ್ಕೆ xyxy=(1103,993,1518,1026)
lead-col-3: ಮೇಲೆ ಆರೋಪ ಬಿಗಿ ದಾಳಿಯೂ ನಡೆದಿಲ್ಲ ನಾನು ಸಾ.ರಾ.ಮಹೇಶ್ ಅವರ ಹಿಂದೆ ಇದ್ದು, ನಗ್ನ ಮತ್ತು ಸಾರಾ.ಮಹೇಶ್ ಕೇವಲ ತಾಲೂಕಿನ ವ್ಯಕ್ತಿಯಲ್ಲ ಎಂದು ಬೇಸರ ವ್ಯಕ್ತಪಡಿಸಿದರು. ಸಾರಾ ಅವರಿಗೆ ಪ್ರವಾಸೋದ್ಯಮ ದೊರೆತ ಒಳ್ಳೆ ಸಂಪುಟ ಸ್ಥಾನ ದೊರಕಿದೆ. ಅವರು ಹೆಚ್ಚು ಕೆಲಸ ಮಾಡುತ್ತಾರೆ ಎಂದರು. ಪತ್ನಿ ಅನಿತಾ ಮಹೇಶ್, ಪುತ್ರ ಜಯಂತ್ ಹಾಗೂ ಶಿಕ್ಷಕರ ವೇದಿಕೆಯ ಪದಾಧಿಕಾರಿಗಳು ಉಪಸ್ಥಿತರಿದ್ದರು. xyxy=(678,580,809,734)
cinema-cell: (2427584) xyxy=(1191,496,1240,507)
car-body: ಹುಣಸೂರು, ಫೆ.9(ರಾಜಿಟ್)- ಹೆಚ್.ಡಿ.ಕೋಟೆ ತಾಲೂಕು ಹಂಪಾಪುರ ಸಮೀಪದ ಸಿದ್ದಯ್ಯನಹುಂಡಿ ಗ್ರಾಮದ ಶ್ರೀಕಂಠಸ್ವಾಮಿ(70) ಎಂಬುವರು ಶನಿವಾರ ಬೆಳಿಗ್ಗೆ 6.30ರ ಸಮಯದಲ್ಲಿ ರಸ್ತೆ ದಾಟುತ್ತಿದ್ದಾಗ ಎಂದಿನಂತೆ ವಾಕಿಂಗ್‌ಗಾಗಿ ತೆರಳುತ್ತಿದ್ದಾಗ ಮೈಸೂರು-ಮಾನಂದವಾಡಿ ರಸ್ತೆ ಬಳಿ ವೇಗವಾಗಿ ಬಂದ ಕಾರು ಡಿಕ್ಕಿ ಹೊಡೆದ ಪರಿಣಾಮ ಗಂಭೀರವಾಗಿ ಗಾಯಗೊಂಡರು. ಗಾಯಗೊಂಡ ಶ್ರೀಕಂಠಸ್ವಾಮಿ ಅವರನ್ನು ಹೆಚ್ಚಿನ ಚಿಕಿತ್ಸೆಗೆ ಮೈಸೂರಿನ ಕೆ.ಆರ್.ಆಸ್ಪತ್ರೆಗೆ ದಾಖಲಿಸಲಾಗಿದೆ. ಕಾರು ಚಾಲಕ ಪರಾರಿಯಾಗಿದ್ದು, ಹಂಪಾಪುರ ಪೊಲೀಸರು ಪ್ರಕರಣ ದಾಖಲಿಸಿಕೊಂಡು ತನಿಖೆ ಕೈಗೊಂಡಿದ್ದಾರೆ. xyxy=(174,1362,350,1516)
cinema-cell: ನಟಸಾರ್ವಭೌಮ (ಕ) xyxy=(1305,466,1368,477)
lead-col-1: ಕೆ.ಆರ್.ನಗರ, ಫೆ.9(ಕೆಟಿಆರ್)- ರಾಜಕಾರಣದಲ್ಲಿ ಪ್ರಾಮಾಣಿಕವಾಗಿ ಕೆಲಸ ಮಾಡುವುದು ಕಷ್ಟ ಎಂದು ನನಗೆ ನನ್ನ ಕೆಲಸದ ಬಗ್ಗೆ ನನಗೆ ನಿಜರುವ ಪ್ರಾಮಾಣಿಕ ಸೇವೆ ಮಾಡಲು ಸಾಧ್ಯವಿಲ್ಲ ಎಂದು ಪ್ರವಾಸೋದ್ಯಮ ಸಚಿವ ಸಾ.ರಾ.ಮಹೇಶ್ ಬೇಸರ ವ್ಯಕ್ತಪಡಿಸಿದರು. ಪಟ್ಟಣದ ಸಮುದಾಯ ಭವನದಲ್ಲಿ ತಾಲೂಕು ಸಮಸ್ತ ಶಿಕ್ಷಕರ ವೇದಿಕೆಯಿಂದ ನಡೆದ ಅಭಿನಂದನಾ ಸಮಾರಂಭದಲ್ಲಿ ಸನ್ಮಾನ ಸ್ವೀಕರಿಸಿ ಅವರು ಮಾತನಾಡಿದರು. ಪ್ರಾಮಾಣಿಕರಾಗಿ ಕೆಲಸ ಮಾಡಿದರೆ ಮಾತನಾಡುವ ನಮ್ಮ ಕ್ಷೇತ್ರವರಲ್ಲದ ಜನರು ಟೀಕೆ ಮಾಡುತ್ತಾರೆ. ರೈತರ ಸಾಲಮನ್ನಾ ಮಾಡಿದರೂ ಟೀಕೆ, ಅಭಿವೃದ್ಧಿ ಮಾಡಿದರೂ ಟೀಕೆ ಮಾಡುತ್ತಾರೆ ಎಂದರು. ಸರ್ಕಾರಿ ಶಾಲೆಗಳ ಶಿಕ್ಷಕರು ಉತ್ತಮ ಕೆಲಸ ಮಾಡುತ್ತಿದ್ದಾರೆ. ತಾಲೂಕಿನ ಶಿಕ್ಷಕರ ಸಮಸ್ಯೆಗಳನ್ನು ಬಗೆಹರಿಸಲು ಬದ್ಧನಾಗಿದ್ದೇನೆ ಎಂದು ಭರವಸೆ ನೀಡಿದರು. xyxy=(359,373,529,585)
masthead: ಮೈಸೂರು ಮಿತ್ರ xyxy=(861,157,940,176)
cinema-cell: 4 ಪ್ರದರ್ಶನ xyxy=(1428,511,1465,522)
cinema-row xyxy=(1103,448,1518,464)
lead-headline-1: ರಾಜಕಾರಣದಲ್ಲಿ ಪ್ರಾಮಾಣಿಕ xyxy=(497,191,956,251)
cinema-cell: ಕಿವಿಡಿ (ಕ) xyxy=(1305,496,1336,507)
page-number: 11 xyxy=(203,152,243,185)
valmiki-bottom-4: ಬೆಂಗಳೂರಿನ ಮಾನಸ ಫೌಂಡೇಶನ್ ಕಾರ್ಯದರ್ಶಿ ಎಂ.ಎಸ್.ನಾಗರಾಜು, ನಾಯಕ, ಕರಿಯಪ್ಪ, ದೇವರಾಜ್ ಸೇರಿದಂತೆ ಇತರರು ಉಪಸ್ಥಿತರಿದ್ದರು. xyxy=(793,1251,926,1305)
cinema-row xyxy=(1103,356,1518,372)
cinema-cell: (9986022634) xyxy=(1191,603,1257,614)
cinema-cell: 4 ಪ್ರದರ್ಶನ xyxy=(1428,389,1465,400)
cinema-cell: (9980358129) xyxy=(1191,527,1257,538)
pvr-title: ಪಿವಿಆರ್ ಸಿನಿಮಾಸ್ xyxy=(1155,1104,1518,1132)
color-registration-marks xyxy=(176,2202,269,2215)
mirabai-headline: ಸ್ವರ್ಣ ಗೆದ್ದ ಮೀರಾಬಾಯಿ xyxy=(1218,1795,1402,1821)
cinema-row xyxy=(1103,525,1518,541)
cinema-title: ಮೈಸೂರಿನ ಚಿತ್ರಮಂದಿರಗಳಲ್ಲಿ xyxy=(1103,269,1518,306)
pallakki-photo xyxy=(646,1366,1091,1609)
mirabai-photo xyxy=(1405,1831,1518,1963)
cinema-cell: ಪ್ರಭಾ xyxy=(1106,435,1122,446)
sindhu-body: ನವದೆಹಲಿ, ಫೆ.9- ಒಲಿಂಪಿಕ್ ಮತ್ತು ವಿಶ್ವ ಚಾಂಪಿಯನ್‌ಷಿಪ್ ರಜತ ಪದಕ ವಿಜೇತೆ ಪಿ.ವಿ.ಸಿಂಧು ಚೀನಾದ ಕ್ರೀಡಾ ಉಪಕರಣ ತಯಾರಿಕಾ ಸಂಸ್ಥೆ ಲೀ-ನಿಂಗ್ ಜತೆ ಮುಂದಿನ 4 ವರ್ಷಗಳ ಅವಧಿಗೆ 50 ಕೋಟಿ ರೂ. ಒಪ್ಪಂದಕ್ಕೆ ಸಹಿ ಹಾಕಿದ್ದಾರೆ. ಇದು ಭಾರತದ ಬ್ಯಾಡ್ಮಿಂಟನ್ ತಾರೆಯರ ಪೈಕಿ ಅತಿದೊಡ್ಡ ಒಪ್ಪಂದವಾಗಿದೆ. ಕಿಡಂಬಿ ಶ್ರೀಕಾಂತ್ ಸಹ ಕಳೆದ ವರ್ಷ 35 ಕೋಟಿ ರೂ.ಗಳ ಒಪ್ಪಂದ ಮಾಡಿಕೊಂಡಿದ್ದರು. 23 ವರ್ಷದ ಸಿಂಧು ಈ ಮೂಲಕ ದಾಖಲೆ ನಿರ್ಮಿಸಿದ್ದಾರೆ. xyxy=(1102,2015,1518,2070)
cinema-row xyxy=(1103,479,1518,494)
cinema-row xyxy=(1103,570,1518,586)
pallakki-caption: ಡಿಸರಗೂರು: ಫೆ.12ರಂದು ರಾತ್ರಿ 9 ಗಂಟೆಗೆ ಸರಗೂರು ಪಟ್ಟಣದ ಮುಖ್ಯಬೀದಿಗಳಲ್ಲಿ ಮಂಗಳವಾದ್ಯ, ಸತ್ತಿಗೆ, ಕೋಲಾಟ, ಭಜನೆ ಬಿರುಸು ಕಲಾತಂಡಗಳೊಂದಿಗೆ ಶ್ರೀ ಚಿಕ್ಕದೇವಮ್ಮನವರ ಪಲ್ಲಕ್ಕಿ ಉತ್ಸವ ನಡೆಯಿತು. xyxy=(646,1616,894,1655)
cinema-cell: ನಟ್ಟು ಮತ್ತು ಗೃಹಿಣಿ (ಕ) xyxy=(1305,405,1378,416)
cinema-cell: ರಾಜ್‌ಕಮಲ್ xyxy=(1106,450,1145,461)
brief-body: ಮೈಸೂರು, ಫೆ.9(ಆರ್‌ಕೆಬಿ)- ಮೈಸೂರಿನ ರಾಮಕೃಷ್ಣನಗರದ ಸುಯೋಗ್ ಆಸ್ಪತ್ರೆಯಲ್ಲಿ ಫೆ.11ರಿಂದ 15ರವರೆಗೆ ಜರ್ಮನಿಯ ಮತ್ತು ಕಾಲಿನ ರೋಗಕ್ಕೆ ಉಚಿತ ತಪಾಸಣಾ ಶಿಬಿರ ಏರ್ಪಡಿಸಲಾಗಿದೆ ಎಂದು ಆಸ್ಪತ್ರೆ ಅಧ್ಯಕ್ಷ ಡಾ.ಎಸ್.ಪಿ.ಯೋಗಣ್ಣ ತಿಳಿಸಿದರು. ಮೈಸೂರು ಪತ್ರಕರ್ತರ ಭವನದಲ್ಲಿ ಶನಿವಾರ ಸುದ್ದಿಗೋಷ್ಠಿಯಲ್ಲಿ ಮಾತನಾಡಿ, ಹೊಟ್ಟೆನೋವು, ರಕ್ತ ವಾಂತಿ, ಗ್ಯಾಸ್ಟ್ರಿಕ್ ತೊಂದರೆ, ಜಾಂಡೀಸ್, ಭೇದಿ, ಮಲಬದ್ಧತೆ, ಮಲದಲ್ಲಿ ರಕ್ತ ಸ್ರಾವ ಇನ್ನಿತರ ತೊಂದರೆಗಳಿರುವವರು ಶಿಬಿರದ ಪ್ರಯೋಜನ ಪಡೆಯಬಹುದು. ಜರ್ಮನಿಯ ಮತ್ತು ಕಾಲಿನ ರೋಗ ತಜ್ಞ ಡಾ.ಇಂದ್ರೇಶ್ ಸುರೇಶ್ ಶಿಬಿರ ನಡೆಸಿಕೊಡಲಿದ್ದು, ವೈದ್ಯರು ಸೂಚಿಸಿದ ಎಂಡೋಸ್ಕೋಪಿ ಸೇರಿದಂತೆ ಉಳಿದ ವಿಶೇಷ ಪರೀಕ್ಷೆಗಳಿಗೆ ರಿಯಾಯಿತಿ ನೀಡಲಾಗುವುದು ಎಂದರು. ಸುದ್ದಿಗೋಷ್ಠಿಯಲ್ಲಿ ಡಾ.ಇಂದ್ರೇಶ್ ಸುರೇಶ್ ಉಪಸ್ಥಿತರಿದ್ದರು. xyxy=(174,221,350,433)
cinema-cell: (2423554) xyxy=(1191,450,1240,461)
cinema-cell: 4 ಪ್ರದರ್ಶನ xyxy=(1428,557,1465,568)
cinema-cell: (2423569) xyxy=(1191,435,1240,446)
cinema-row xyxy=(1103,494,1518,510)
lead-headline-2: ಸೇವೆ ಕಷ್ಟ: ಸಾರಾ ಬೇಸರ xyxy=(518,258,935,318)
budget-caption: ತಿ.ನರಸೀಪುರ ತಾಲೂಕಿನ ಬನ್ನೂರು ಹೋಬಳಿಯ ಗ್ರಾಮದಲ್ಲಿರುವ ಶ್ರೀ ಗುರುಮಲ್ಲೇಶ್ವರ ದಾಸೋಹ ಮಠಕ್ಕೆ ಬಿಜೆಪಿ ಮುಖಂಡ ಹಾಗೂ ನಿವೃತ್ತ ಐಎಎಸ್ ಅಧಿಕಾರಿ ಕೇಶವರಾಂ ಭೇಟಿ ನೀಡಿ ಮಾತನಾಡಿದರು. ಗುರುಸ್ವಾಮಿ ಸ್ವಾಮೀಜಿ, ಮೈಸೂರು ತಾ.ಪಂ. ಮಾಜಿ ಅಧ್ಯಕ್ಷ ಡಿ.ಕೃಷ್ಣಮೂರ್ತಿ, ಮುಖಂಡ ಕೆಂಡಗಣ್ಣ, ರಾಜಶೇಖರ ಇನ್ನಿತರರು ಹಾಜರಿದ್ದರು. xyxy=(365,2023,1085,2048)
header-rule xyxy=(174,188,1518,190)
cinema-cell: 4 ಪ್ರದರ್ಶನ xyxy=(1428,374,1465,385)
cinema-cell: ಸ್ಟೈಲ್ xyxy=(1106,557,1122,568)
color-registration-marks xyxy=(1430,2202,1523,2215)
cinema-cell: ಅವನಾರ್ (ಹಿಂ) xyxy=(1305,343,1355,355)
drc-screen: ಸ್ಕ್ರೀನ್ 4 | ನಟಸಾರ್ವಭೌಮ (ಕ) ಬೆ.9.45ಕ್ಕೆ, ಮ.12.55ಕ್ಕೆ, ಸಂ.3.55ಕ್ಕೆ, ಸಂ.6.55ಕ್ಕೆ, ರಾ.9.55ಕ್ಕೆ xyxy=(1106,868,1424,879)
cinema-cell: ಕಿವಿಡಿ (ಕ) xyxy=(1305,572,1336,583)
pvr-block xyxy=(1102,1104,1518,1259)
valmiki-photo xyxy=(359,981,926,1196)
cinema-row xyxy=(1103,418,1518,433)
cinema-cell: ಅಟ್ಟಿಲಾ (ಕ) xyxy=(1305,511,1342,522)
brief-body: ಸಾಲಿಗ್ರಾಮ, ಫೆ.9- ಇಲ್ಲಿಗೆ ಸಮೀಪದ ಕಂದೇಗಾಲದ ಗ್ರಾಮದ ಶ್ರೀಮಹದೇಶ್ವರ ಸ್ವಾಮಿಯವರ ಜಾತ್ರೆ ಹಾಗೂ ಕೊಂಡ ಮಹೋತ್ಸವ ಫೆ.25 ರಿಂದ 27 ರವರೆಗೆ ವಿಜೃಂಭಣೆಯಿಂದ ನಡೆಯಲಿದೆ. ಫೆ.27ರಂದು ಸಾಮೂಹಿಕ ವಿವಾಹ, ಊರುಗಳ ಪ್ರದರ್ಶನ ಹಾಗೂ ರಾತ್ರಿ ಕೆಂಡೋತ್ಸವ ನಡೆಯಲಿದೆ. ಸಾಮೂಹಿಕ ವಿವಾಹದಲ್ಲಿ ದೇವಸ್ಥಾನದ ಸಮಿತಿಯಿಂದ ವರನಿಗೆ ಸುಮಾಂಗಲ್ಯ ಹಾಗೂ ವಧುವಿಗೆ ಮಾಂಗಲ್ಯ, ಕಾಲ್ಚೆಟ್ಟಿ ಹಾಗೂ ಸೀರೆಯನ್ನು ಉಚಿತವಾಗಿ ನೀಡಲಾಗುವುದು ಎಂದು ಜಾತ್ರಾ ಸಮಿತಿ ತಿಳಿಸಿದೆ. xyxy=(174,689,350,830)
budget-col-2: 3000 ಮಾಸಾಶನ ನೀಡುವ ಯೋಜನೆ ಜಾರಿಗೆ ತಂದಿದ್ದಾರೆ. ಸ್ವಚ್ಛ ಭಾರತ, ಸ್ಕಿಲ್ ಇಂಡಿಯಾ ಕಾರ್ಯಕ್ರಮಗಳನ್ನು ಜಾರಿಗೊಳಿಸಿದ್ದಾರೆ ಎಂದು ನುಡಿದರು. xyxy=(544,2071,720,2111)
t20-photo xyxy=(1276,1370,1518,1555)
cinema-cell: (2481170) xyxy=(1191,542,1240,553)
cinema-cell: 4 ಪ್ರದರ್ಶನ xyxy=(1428,603,1465,614)
cinema-table xyxy=(1103,326,1518,631)
drc-title: ಡಿಆರ್‌ಸಿ ಸಿನಿಮಾಸ್ xyxy=(1205,739,1316,759)
cinema-header: ಚಿತ್ರದ ಹೆಸರು xyxy=(1305,328,1346,339)
